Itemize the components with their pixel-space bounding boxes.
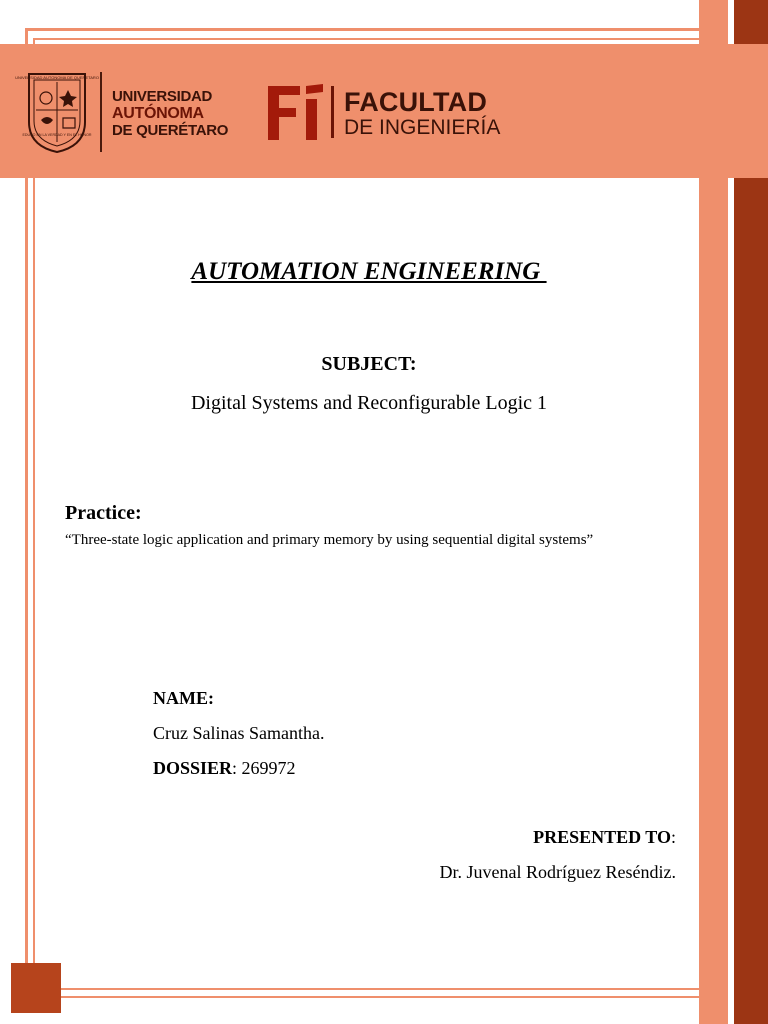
frame-line-left-inner bbox=[33, 38, 35, 988]
dossier-label: DOSSIER bbox=[153, 758, 233, 778]
name-value: Cruz Salinas Samantha. bbox=[153, 723, 325, 743]
university-seal-icon bbox=[15, 70, 99, 154]
name-label: NAME: bbox=[153, 688, 214, 708]
document-title: AUTOMATION ENGINEERING bbox=[191, 258, 547, 285]
practice-description: “Three-state logic application and primary memory by using sequential digital systems” bbox=[65, 532, 594, 548]
frame-line-top-inner bbox=[33, 38, 705, 40]
subject-label: SUBJECT: bbox=[321, 353, 417, 375]
presented-to-colon: : bbox=[670, 827, 676, 847]
logo-divider bbox=[100, 72, 102, 152]
faculty-name bbox=[344, 88, 500, 140]
university-name bbox=[112, 88, 228, 139]
university-line-3: DE QUERÉTARO bbox=[112, 122, 229, 139]
faculty-line-2: DE INGENIERÍA bbox=[344, 116, 501, 139]
frame-line-bottom bbox=[25, 988, 705, 990]
faculty-line-1: FACULTAD bbox=[344, 87, 488, 117]
presented-to-line bbox=[533, 827, 676, 848]
seal-top-text: UNIVERSIDAD AUTONOMA DE QUERETARO bbox=[15, 75, 99, 80]
university-line-1: UNIVERSIDAD bbox=[112, 88, 213, 105]
frame-line-top bbox=[25, 28, 705, 31]
practice-label: Practice: bbox=[65, 502, 142, 524]
dossier-value: : 269972 bbox=[232, 758, 296, 778]
dossier-line bbox=[153, 758, 296, 779]
corner-square bbox=[11, 963, 61, 1013]
subject-value: Digital Systems and Reconfigurable Logic 1 bbox=[190, 392, 548, 414]
seal-motto: EDUCO EN LA VERDAD Y EN EL HONOR bbox=[22, 133, 92, 137]
university-line-2: AUTÓNOMA bbox=[112, 105, 204, 122]
presented-to-value: Dr. Juvenal Rodríguez Reséndiz. bbox=[439, 862, 676, 882]
presented-to-label: PRESENTED TO bbox=[533, 827, 671, 847]
faculty-divider bbox=[331, 86, 334, 138]
faculty-logo-icon bbox=[268, 86, 324, 140]
frame-line-bottom-outer bbox=[25, 996, 705, 998]
